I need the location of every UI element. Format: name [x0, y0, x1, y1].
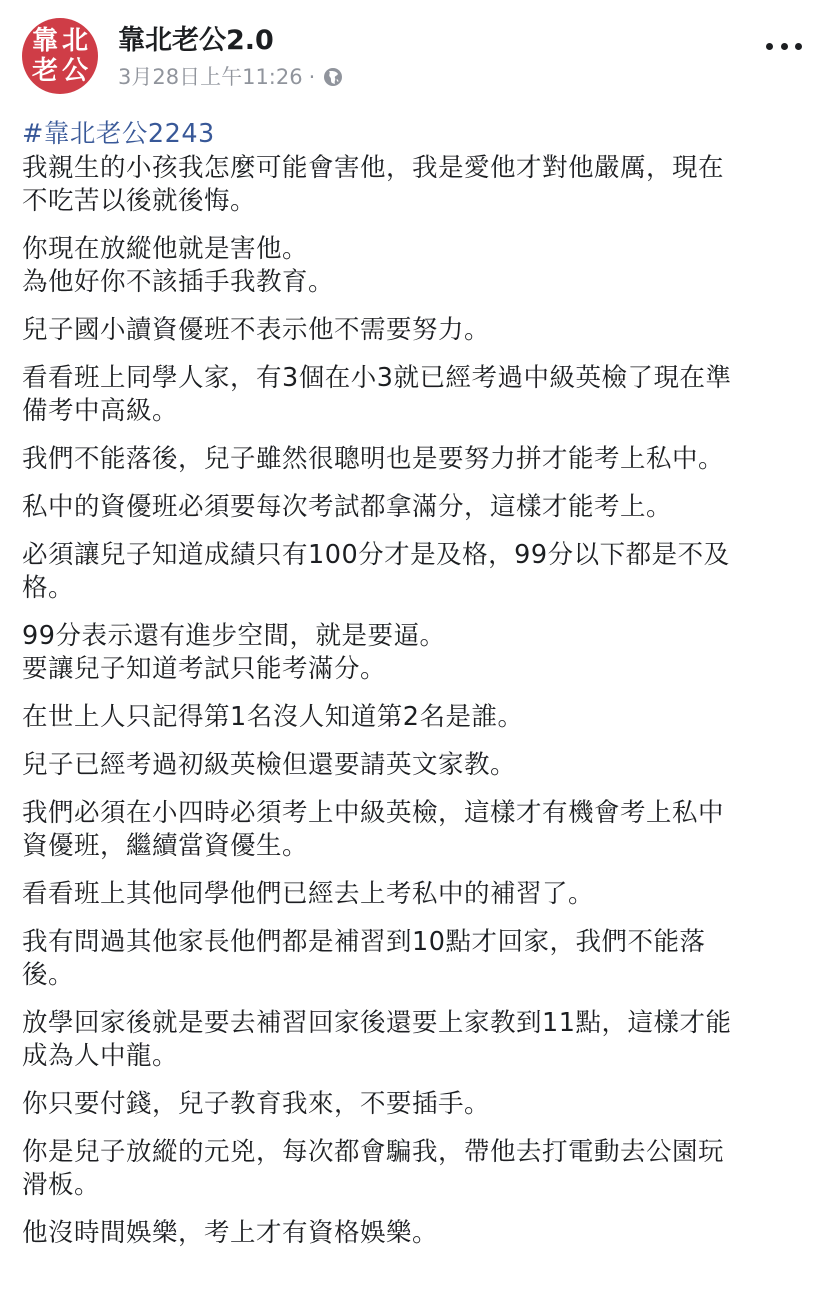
post-text-line: 我親生的小孩我怎麼可能會害他，我是愛他才對他嚴厲，現在 [22, 153, 725, 183]
post-text-line: 為他好你不該插手我教育。 [22, 267, 335, 297]
post-paragraph [22, 1136, 812, 1202]
post-text-line: 必須讓兒子知道成績只有100分才是及格，99分以下都是不及 [22, 540, 730, 570]
meta-separator: · [308, 65, 316, 89]
post-paragraph [22, 1007, 812, 1073]
post-paragraphs [22, 152, 812, 1250]
avatar-logo [30, 26, 90, 86]
post-paragraph [22, 362, 812, 428]
post-paragraph [22, 443, 812, 476]
dot [781, 43, 788, 50]
post-paragraph [22, 539, 812, 605]
post-text-line: 私中的資優班必須要每次考試都拿滿分，這樣才能考上。 [22, 492, 673, 522]
post-paragraph [22, 152, 812, 218]
post-text-line: 要讓兒子知道考試只能考滿分。 [22, 654, 387, 684]
post-body [22, 118, 812, 1265]
avatar-char: 老 [31, 56, 58, 86]
dot [795, 43, 802, 50]
post-text-line: 成為人中龍。 [22, 1041, 179, 1071]
post-meta [118, 64, 343, 90]
avatar-char: 北 [61, 26, 88, 56]
post-text-line: 我們必須在小四時必須考上中級英檢，這樣才有機會考上私中 [22, 798, 725, 828]
post-text-line: 你現在放縱他就是害他。 [22, 234, 309, 264]
post-paragraph [22, 491, 812, 524]
hashtag-link[interactable]: #靠北老公2243 [22, 119, 215, 149]
page-name-link[interactable]: 靠北老公2.0 [118, 25, 274, 56]
post-text-line: 放學回家後就是要去補習回家後還要上家教到11點，這樣才能 [22, 1008, 732, 1038]
post-text-line: 我們不能落後，兒子雖然很聰明也是要努力拼才能考上私中。 [22, 444, 725, 474]
more-dots-icon[interactable] [766, 40, 802, 52]
dot [766, 43, 773, 50]
post-text-line: 我有問過其他家長他們都是補習到10點才回家，我們不能落 [22, 927, 706, 957]
post-text-line: 兒子已經考過初級英檢但還要請英文家教。 [22, 750, 517, 780]
post-paragraph [22, 878, 812, 911]
post-text-line: 看看班上其他同學他們已經去上考私中的補習了。 [22, 879, 595, 909]
post-header [22, 14, 808, 94]
post-text-line: 他沒時間娛樂，考上才有資格娛樂。 [22, 1218, 439, 1248]
post-timestamp[interactable]: 3月28日上午11:26 [118, 65, 303, 89]
avatar-char: 公 [61, 56, 88, 86]
post-text-line: 兒子國小讀資優班不表示他不需要努力。 [22, 315, 491, 345]
post-text-line: 格。 [22, 573, 75, 603]
post-text-line: 後。 [22, 960, 75, 990]
post-paragraph [22, 314, 812, 347]
post-paragraph [22, 1088, 812, 1121]
post-paragraph [22, 620, 812, 686]
globe-icon[interactable] [323, 67, 343, 87]
post-paragraph [22, 749, 812, 782]
post-paragraph [22, 797, 812, 863]
post-paragraph [22, 233, 812, 299]
post-text-line: 資優班，繼續當資優生。 [22, 831, 309, 861]
post-text-line: 99分表示還有進步空間，就是要逼。 [22, 621, 446, 651]
post-text-line: 在世上人只記得第1名沒人知道第2名是誰。 [22, 702, 524, 732]
post-paragraph [22, 1217, 812, 1250]
post-text-line: 你是兒子放縱的元兇，每次都會騙我，帶他去打電動去公園玩 [22, 1137, 725, 1167]
post-text-line: 不吃苦以後就後悔。 [22, 186, 257, 216]
post-text-line: 你只要付錢，兒子教育我來，不要插手。 [22, 1089, 491, 1119]
post-text-line: 備考中高級。 [22, 396, 179, 426]
avatar-char: 靠 [31, 26, 58, 56]
post-paragraph [22, 701, 812, 734]
page-avatar[interactable] [22, 18, 98, 94]
post-text-line: 看看班上同學人家，有3個在小3就已經考過中級英檢了現在準 [22, 363, 732, 393]
post-paragraph [22, 926, 812, 992]
post-text-line: 滑板。 [22, 1170, 101, 1200]
